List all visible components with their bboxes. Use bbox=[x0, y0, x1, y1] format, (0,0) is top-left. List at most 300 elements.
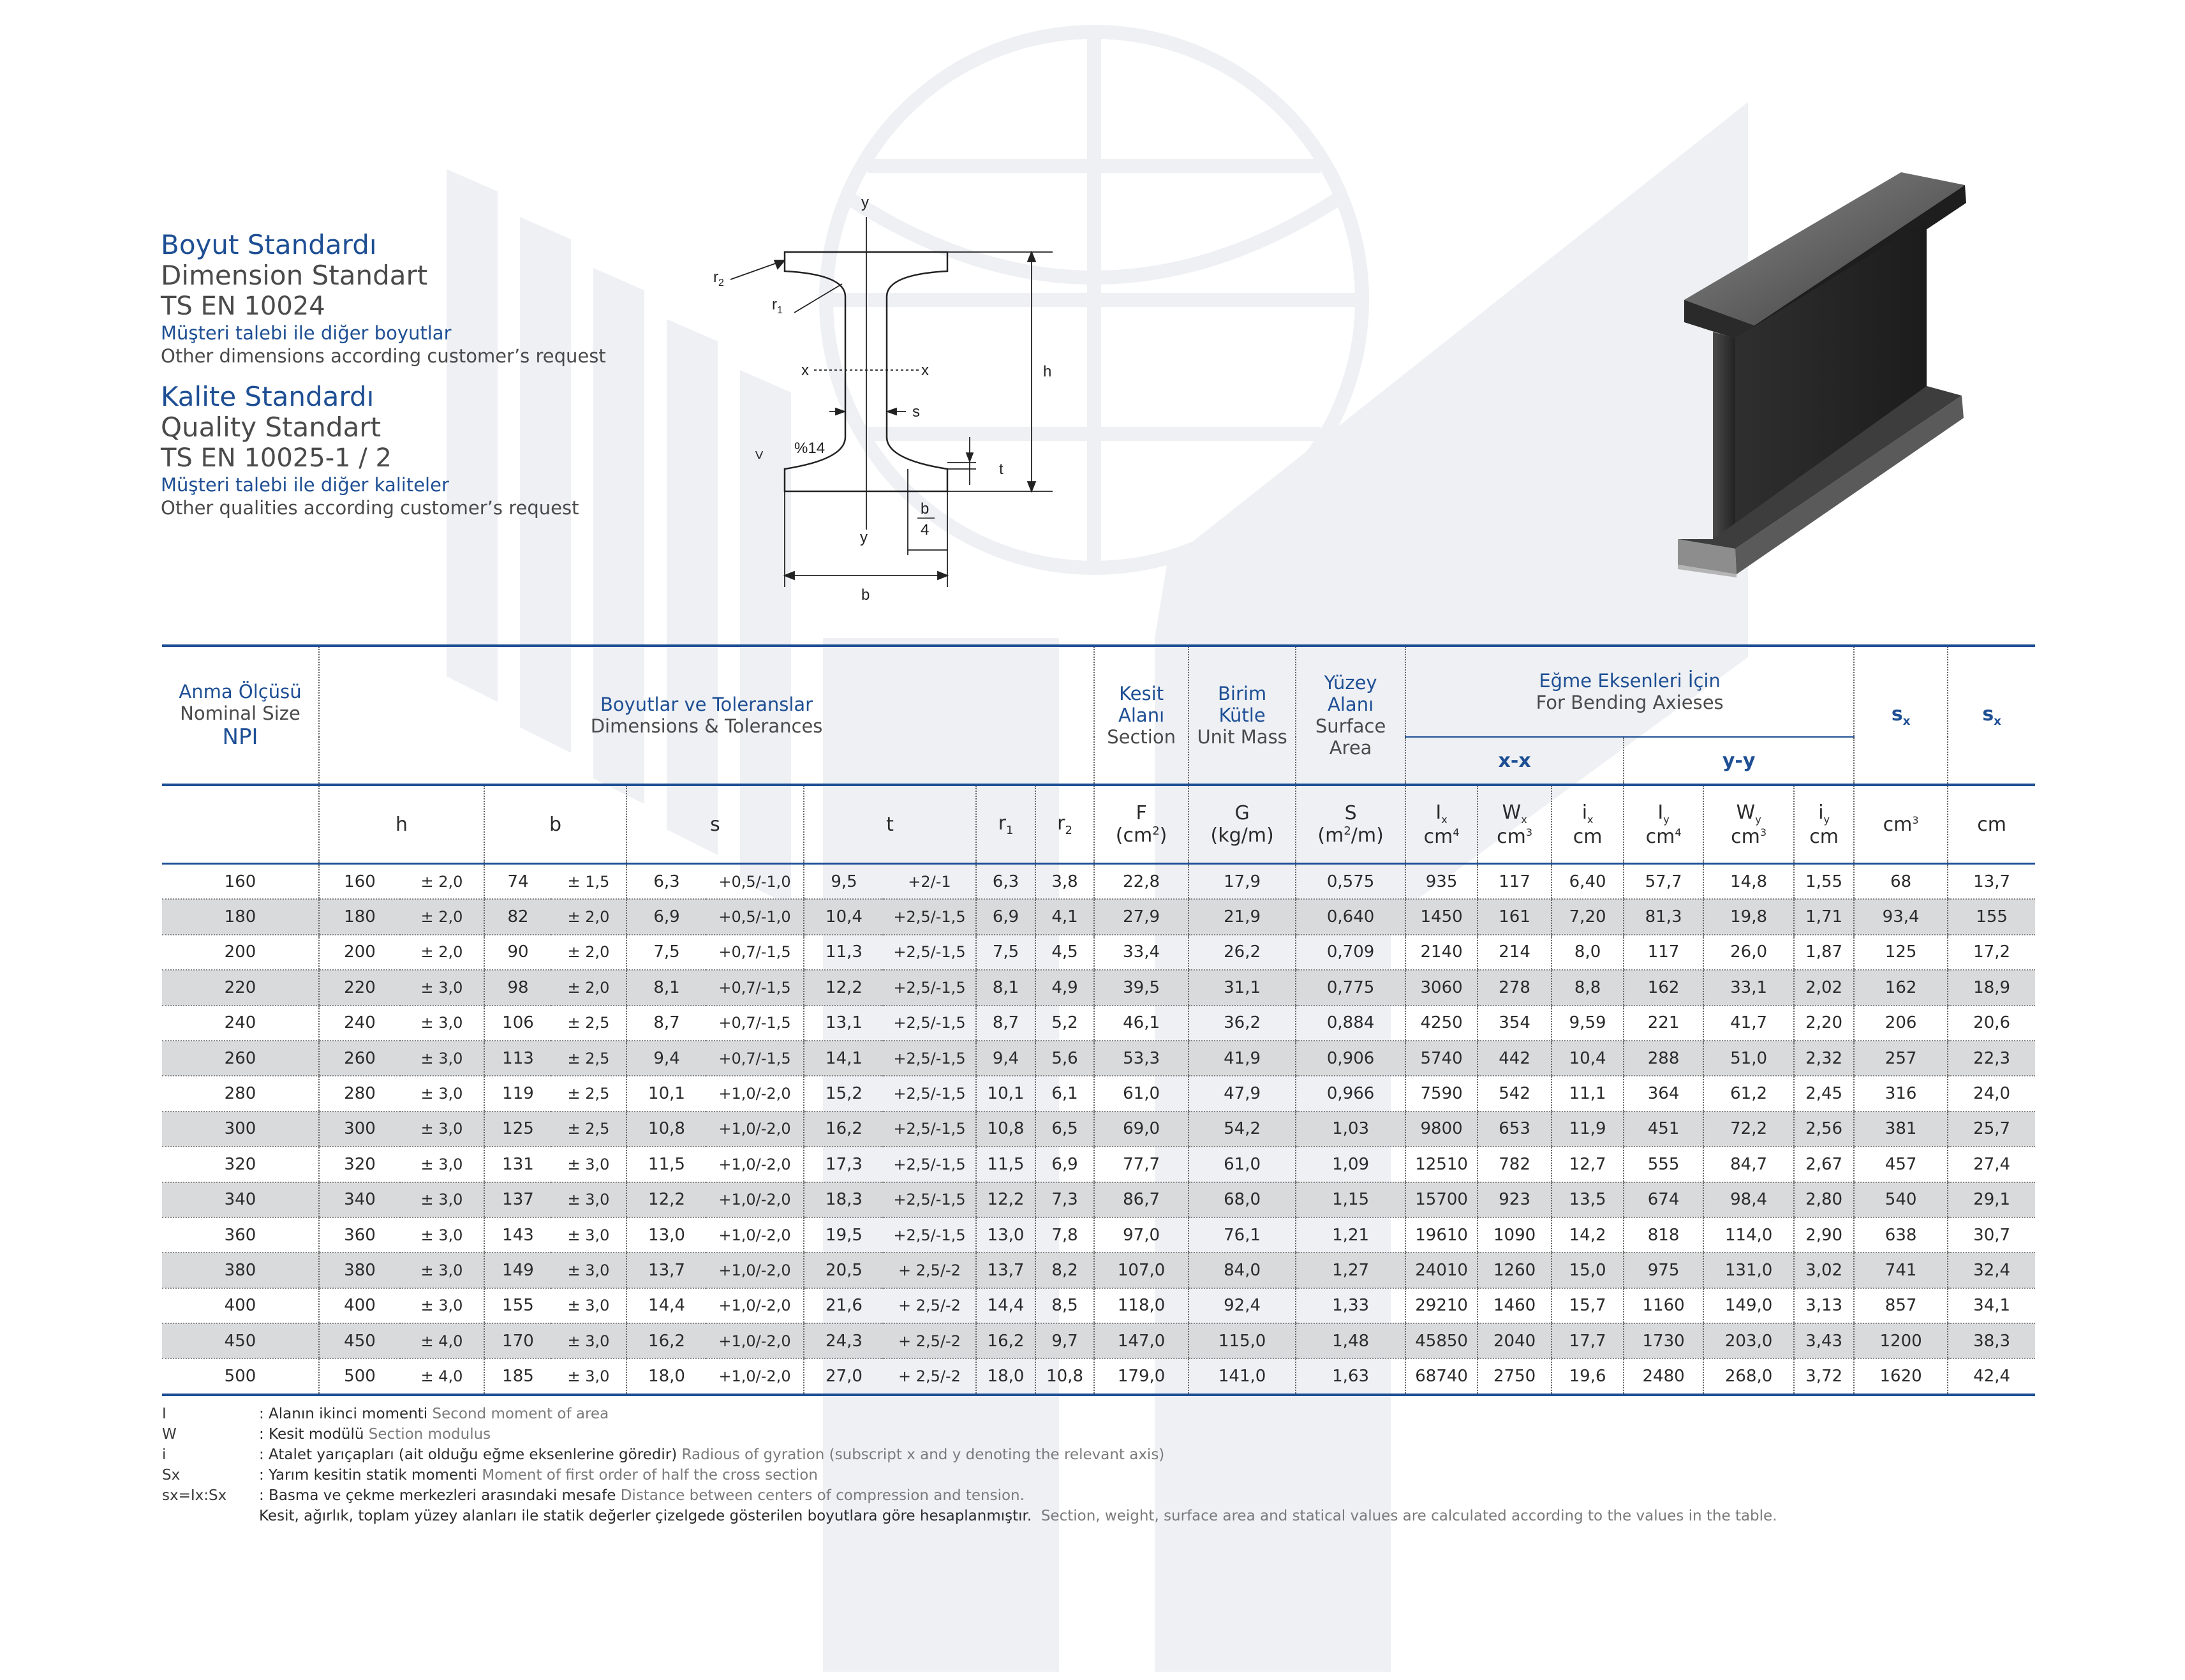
y-axis-label-bottom: y bbox=[860, 529, 868, 546]
iy-radius-cell: 1,55 bbox=[1794, 864, 1854, 900]
s-area-cell: 0,775 bbox=[1296, 970, 1405, 1005]
wx-column-header: $W_x$ $cm^3$ bbox=[1478, 785, 1552, 864]
iy-moment-cell: 162 bbox=[1624, 970, 1703, 1005]
r1-cell: 8,7 bbox=[976, 1006, 1035, 1041]
wx-cell: 117 bbox=[1478, 864, 1552, 900]
footnote-text-en: Radious of gyration (subscript x and y denoting the relevant axis) bbox=[681, 1446, 1165, 1463]
table-row bbox=[162, 1076, 2035, 1111]
b-tol-cell: ± 2,0 bbox=[551, 970, 626, 1005]
b-cell: 119 bbox=[484, 1076, 551, 1111]
r1-cell: 12,2 bbox=[976, 1182, 1035, 1217]
s-area-cell: 0,709 bbox=[1296, 935, 1405, 970]
ix-moment-column-header: $I_x$ $cm^4$ bbox=[1405, 785, 1478, 864]
iy-moment-cell: 117 bbox=[1624, 935, 1703, 970]
npi-unit-blank bbox=[162, 785, 319, 864]
b-cell: 149 bbox=[484, 1253, 551, 1288]
g-cell: 115,0 bbox=[1189, 1323, 1296, 1358]
b-cell: 155 bbox=[484, 1288, 551, 1323]
h-cell: 450 bbox=[319, 1323, 400, 1358]
iy-radius-cell: 2,45 bbox=[1794, 1076, 1854, 1111]
sx-cell: 857 bbox=[1854, 1288, 1948, 1323]
footnote-text-tr: : Yarım kesitin statik momenti bbox=[259, 1467, 478, 1483]
s-area-cell: 1,27 bbox=[1296, 1253, 1405, 1288]
b-cell: 74 bbox=[484, 864, 551, 900]
g-cell: 21,9 bbox=[1189, 899, 1296, 934]
wx-cell: 782 bbox=[1478, 1147, 1552, 1182]
t-cell: 18,3 bbox=[804, 1182, 884, 1217]
table-body bbox=[162, 864, 2035, 1395]
nominal-size-en: Nominal Size bbox=[180, 702, 300, 724]
f-cell: 107,0 bbox=[1094, 1253, 1189, 1288]
ix-radius-cell: 10,4 bbox=[1552, 1041, 1624, 1076]
b-cell: 125 bbox=[484, 1111, 551, 1147]
h-cell: 160 bbox=[319, 864, 400, 900]
g-cell: 31,1 bbox=[1189, 970, 1296, 1005]
r1-cell: 13,0 bbox=[976, 1217, 1035, 1253]
h-cell: 400 bbox=[319, 1288, 400, 1323]
wy-cell: 33,1 bbox=[1703, 970, 1794, 1005]
h-tol-cell: ± 3,0 bbox=[400, 1006, 484, 1041]
sx-cell: 125 bbox=[1854, 935, 1948, 970]
t-cell: 19,5 bbox=[804, 1217, 884, 1253]
surface-area-en1: Surface bbox=[1315, 715, 1386, 737]
g-cell: 68,0 bbox=[1189, 1182, 1296, 1217]
iy-moment-cell: 1160 bbox=[1624, 1288, 1703, 1323]
iy-moment-cell: 451 bbox=[1624, 1111, 1703, 1147]
bending-axes-en: For Bending Axieses bbox=[1536, 692, 1724, 713]
s-tol-cell: +1,0/-2,0 bbox=[706, 1182, 804, 1217]
s-cell: 14,4 bbox=[626, 1288, 706, 1323]
s-area-cell: 0,884 bbox=[1296, 1006, 1405, 1041]
sx2-cell: 27,4 bbox=[1948, 1147, 2035, 1182]
ipn-profile-table bbox=[162, 644, 2035, 1396]
table-row bbox=[162, 864, 2035, 900]
s-area-cell: 0,575 bbox=[1296, 864, 1405, 900]
sx-cell: 741 bbox=[1854, 1253, 1948, 1288]
ix-moment-cell: 4250 bbox=[1405, 1006, 1478, 1041]
g-cell: 84,0 bbox=[1189, 1253, 1296, 1288]
r1-cell: 10,1 bbox=[976, 1076, 1035, 1111]
b-tol-cell: ± 2,0 bbox=[551, 935, 626, 970]
wx-cell: 278 bbox=[1478, 970, 1552, 1005]
ix-radius-cell: 7,20 bbox=[1552, 899, 1624, 934]
sx-header-1: $s_x$ bbox=[1854, 646, 1948, 785]
r1-cell: 7,5 bbox=[976, 935, 1035, 970]
b-label: b bbox=[861, 586, 870, 604]
f-cell: 69,0 bbox=[1094, 1111, 1189, 1147]
ix-radius-cell: 8,0 bbox=[1552, 935, 1624, 970]
nominal-size-code: NPI bbox=[222, 724, 258, 750]
s-cell: 6,3 bbox=[626, 864, 706, 900]
t-tol-cell: +2,5/-1,5 bbox=[884, 899, 976, 934]
x-axis-label-left: x bbox=[801, 362, 809, 379]
b-tol-cell: ± 3,0 bbox=[551, 1182, 626, 1217]
r2-cell: 7,3 bbox=[1035, 1182, 1094, 1217]
table-row bbox=[162, 970, 2035, 1005]
ix-radius-cell: 11,9 bbox=[1552, 1111, 1624, 1147]
wx-cell: 542 bbox=[1478, 1076, 1552, 1111]
ix-radius-cell: 15,0 bbox=[1552, 1253, 1624, 1288]
wy-cell: 114,0 bbox=[1703, 1217, 1794, 1253]
iy-moment-cell: 818 bbox=[1624, 1217, 1703, 1253]
ix-moment-cell: 3060 bbox=[1405, 970, 1478, 1005]
section-area-tr1: Kesit bbox=[1119, 683, 1164, 704]
h-cell: 500 bbox=[319, 1358, 400, 1394]
r2-cell: 5,6 bbox=[1035, 1041, 1094, 1076]
wx-cell: 354 bbox=[1478, 1006, 1552, 1041]
t-tol-cell: +2,5/-1,5 bbox=[884, 1041, 976, 1076]
sx2-cell: 20,6 bbox=[1948, 1006, 2035, 1041]
wy-cell: 14,8 bbox=[1703, 864, 1794, 900]
t-cell: 15,2 bbox=[804, 1076, 884, 1111]
r2-cell: 6,1 bbox=[1035, 1076, 1094, 1111]
sx2-cell: 30,7 bbox=[1948, 1217, 2035, 1253]
t-cell: 12,2 bbox=[804, 970, 884, 1005]
footnote-symbol: i bbox=[162, 1446, 167, 1463]
ix-radius-cell: 17,7 bbox=[1552, 1323, 1624, 1358]
g-cell: 47,9 bbox=[1189, 1076, 1296, 1111]
wy-cell: 131,0 bbox=[1703, 1253, 1794, 1288]
section-area-header bbox=[1094, 646, 1189, 785]
npi-cell: 160 bbox=[162, 864, 319, 900]
t-column-header: t bbox=[804, 785, 976, 864]
g-cell: 41,9 bbox=[1189, 1041, 1296, 1076]
header-row-1 bbox=[162, 646, 2035, 737]
s-column-header: s bbox=[626, 785, 804, 864]
b-cell: 106 bbox=[484, 1006, 551, 1041]
h-tol-cell: ± 3,0 bbox=[400, 1147, 484, 1182]
unit-mass-tr1: Birim bbox=[1218, 683, 1267, 704]
b-cell: 143 bbox=[484, 1217, 551, 1253]
s-area-cell: 1,21 bbox=[1296, 1217, 1405, 1253]
b4-numerator: b bbox=[921, 500, 930, 517]
t-tol-cell: +2/-1 bbox=[884, 864, 976, 900]
table-row bbox=[162, 1147, 2035, 1182]
g-cell: 54,2 bbox=[1189, 1111, 1296, 1147]
b-cell: 137 bbox=[484, 1182, 551, 1217]
footnote-text-tr: : Basma ve çekme merkezleri arasındaki mesafe bbox=[259, 1487, 616, 1504]
sx-cell: 457 bbox=[1854, 1147, 1948, 1182]
slope-label: %14 bbox=[794, 440, 826, 457]
s-cell: 9,4 bbox=[626, 1041, 706, 1076]
f-cell: 118,0 bbox=[1094, 1288, 1189, 1323]
iy-radius-cell: 3,13 bbox=[1794, 1288, 1854, 1323]
npi-cell: 500 bbox=[162, 1358, 319, 1394]
f-cell: 97,0 bbox=[1094, 1217, 1189, 1253]
footnote-text-en: Section modulus bbox=[368, 1426, 491, 1443]
surface-area-tr2: Alanı bbox=[1328, 694, 1374, 715]
f-cell: 179,0 bbox=[1094, 1358, 1189, 1394]
g-cell: 26,2 bbox=[1189, 935, 1296, 970]
slope-angle-symbol: < bbox=[751, 450, 768, 459]
quality-code: TS EN 10025-1 / 2 bbox=[161, 443, 392, 473]
t-tol-cell: +2,5/-1,5 bbox=[884, 1217, 976, 1253]
sx2-cell: 38,3 bbox=[1948, 1323, 2035, 1358]
s-area-cell: 1,15 bbox=[1296, 1182, 1405, 1217]
h-tol-cell: ± 2,0 bbox=[400, 899, 484, 934]
r2-cell: 6,9 bbox=[1035, 1147, 1094, 1182]
bending-axes-header bbox=[1405, 646, 1854, 737]
yy-axis-header: y-y bbox=[1624, 737, 1854, 785]
surface-area-tr1: Yüzey bbox=[1324, 672, 1377, 694]
sx2-cell: 22,3 bbox=[1948, 1041, 2035, 1076]
s-tol-cell: +1,0/-2,0 bbox=[706, 1076, 804, 1111]
footnote-text-en: Moment of first order of half the cross section bbox=[482, 1467, 818, 1483]
b-tol-cell: ± 3,0 bbox=[551, 1217, 626, 1253]
s-tol-cell: +0,5/-1,0 bbox=[706, 864, 804, 900]
h-column-header: h bbox=[319, 785, 484, 864]
g-cell: 17,9 bbox=[1189, 864, 1296, 900]
sx2-cell: 25,7 bbox=[1948, 1111, 2035, 1147]
npi-cell: 400 bbox=[162, 1288, 319, 1323]
h-cell: 240 bbox=[319, 1006, 400, 1041]
r1-cell: 18,0 bbox=[976, 1358, 1035, 1394]
wx-cell: 923 bbox=[1478, 1182, 1552, 1217]
ix-moment-cell: 935 bbox=[1405, 864, 1478, 900]
h-cell: 220 bbox=[319, 970, 400, 1005]
t-cell: 21,6 bbox=[804, 1288, 884, 1323]
table-row bbox=[162, 1253, 2035, 1288]
h-tol-cell: ± 3,0 bbox=[400, 970, 484, 1005]
g-cell: 92,4 bbox=[1189, 1288, 1296, 1323]
footnote-item bbox=[162, 1485, 1777, 1506]
s-area-cell: 1,63 bbox=[1296, 1358, 1405, 1394]
t-tol-cell: + 2,5/-2 bbox=[884, 1288, 976, 1323]
unit-mass-en: Unit Mass bbox=[1197, 726, 1287, 748]
r1-cell: 14,4 bbox=[976, 1288, 1035, 1323]
dimensions-en: Dimensions & Tolerances bbox=[590, 715, 823, 737]
r1-cell: 10,8 bbox=[976, 1111, 1035, 1147]
iy-radius-cell: 2,90 bbox=[1794, 1217, 1854, 1253]
s-area-cell: 1,33 bbox=[1296, 1288, 1405, 1323]
r1-column-header: $r_1$ bbox=[976, 785, 1035, 864]
wy-cell: 149,0 bbox=[1703, 1288, 1794, 1323]
b-tol-cell: ± 2,5 bbox=[551, 1006, 626, 1041]
f-cell: 53,3 bbox=[1094, 1041, 1189, 1076]
t-tol-cell: + 2,5/-2 bbox=[884, 1323, 976, 1358]
footnote-symbol: I bbox=[162, 1406, 167, 1422]
h-label: h bbox=[1043, 363, 1052, 380]
footnote-text-tr: : Kesit modülü bbox=[259, 1426, 364, 1443]
r2-cell: 7,8 bbox=[1035, 1217, 1094, 1253]
table-row bbox=[162, 935, 2035, 970]
sx2-cell: 34,1 bbox=[1948, 1288, 2035, 1323]
h-tol-cell: ± 3,0 bbox=[400, 1041, 484, 1076]
iy-moment-cell: 555 bbox=[1624, 1147, 1703, 1182]
t-cell: 27,0 bbox=[804, 1358, 884, 1394]
f-cell: 39,5 bbox=[1094, 970, 1189, 1005]
sx-cell: 162 bbox=[1854, 970, 1948, 1005]
g-cell: 141,0 bbox=[1189, 1358, 1296, 1394]
h-cell: 300 bbox=[319, 1111, 400, 1147]
header-row-3 bbox=[162, 785, 2035, 864]
npi-cell: 240 bbox=[162, 1006, 319, 1041]
s-area-cell: 0,906 bbox=[1296, 1041, 1405, 1076]
dimension-title-en: Dimension Standart bbox=[161, 260, 428, 291]
iy-radius-cell: 2,80 bbox=[1794, 1182, 1854, 1217]
sx-cell: 316 bbox=[1854, 1076, 1948, 1111]
quality-standard bbox=[161, 382, 606, 519]
wy-cell: 41,7 bbox=[1703, 1006, 1794, 1041]
b-tol-cell: ± 1,5 bbox=[551, 864, 626, 900]
wy-cell: 98,4 bbox=[1703, 1182, 1794, 1217]
unit-mass-header bbox=[1189, 646, 1296, 785]
s-area-cell: 1,09 bbox=[1296, 1147, 1405, 1182]
footnote-text-tr: : Atalet yarıçapları (ait olduğu eğme eksenlerine göredir) bbox=[259, 1446, 678, 1463]
sx-cell: 381 bbox=[1854, 1111, 1948, 1147]
s-cell: 13,7 bbox=[626, 1253, 706, 1288]
s-tol-cell: +1,0/-2,0 bbox=[706, 1288, 804, 1323]
s-area-column-header: S $(m^2/m)$ bbox=[1296, 785, 1405, 864]
r1-cell: 13,7 bbox=[976, 1253, 1035, 1288]
ix-radius-cell: 6,40 bbox=[1552, 864, 1624, 900]
footnote-item bbox=[162, 1424, 1777, 1445]
unit-mass-tr2: Kütle bbox=[1218, 704, 1266, 726]
ix-moment-cell: 29210 bbox=[1405, 1288, 1478, 1323]
wy-cell: 72,2 bbox=[1703, 1111, 1794, 1147]
npi-cell: 360 bbox=[162, 1217, 319, 1253]
t-tol-cell: +2,5/-1,5 bbox=[884, 1076, 976, 1111]
sx2-cell: 24,0 bbox=[1948, 1076, 2035, 1111]
wy-cell: 84,7 bbox=[1703, 1147, 1794, 1182]
s-cell: 6,9 bbox=[626, 899, 706, 934]
h-cell: 260 bbox=[319, 1041, 400, 1076]
f-cell: 61,0 bbox=[1094, 1076, 1189, 1111]
r1-cell: 16,2 bbox=[976, 1323, 1035, 1358]
r2-cell: 8,2 bbox=[1035, 1253, 1094, 1288]
ix-moment-cell: 7590 bbox=[1405, 1076, 1478, 1111]
s-cell: 18,0 bbox=[626, 1358, 706, 1394]
iy-radius-column-header: $i_y$ cm bbox=[1794, 785, 1854, 864]
table-row bbox=[162, 1323, 2035, 1358]
s-area-cell: 1,48 bbox=[1296, 1323, 1405, 1358]
h-tol-cell: ± 3,0 bbox=[400, 1182, 484, 1217]
surface-area-en2: Area bbox=[1329, 737, 1372, 759]
calculation-note-tr: Kesit, ağırlık, toplam yüzey alanları ile statik değerler çizelgede gösterilen boyutlara göre hesaplanmıştır. bbox=[259, 1508, 1032, 1524]
quality-title-tr: Kalite Standardı bbox=[161, 381, 374, 412]
h-tol-cell: ± 2,0 bbox=[400, 864, 484, 900]
bending-axes-tr: Eğme Eksenleri İçin bbox=[1539, 670, 1721, 692]
ix-moment-cell: 45850 bbox=[1405, 1323, 1478, 1358]
footnote-text-en: Distance between centers of compression and tension. bbox=[620, 1487, 1025, 1504]
r1-cell: 8,1 bbox=[976, 970, 1035, 1005]
footnote-item bbox=[162, 1445, 1777, 1465]
ix-radius-cell: 14,2 bbox=[1552, 1217, 1624, 1253]
ix-moment-cell: 5740 bbox=[1405, 1041, 1478, 1076]
iy-moment-cell: 57,7 bbox=[1624, 864, 1703, 900]
r1-cell: 6,3 bbox=[976, 864, 1035, 900]
dimensions-tr: Boyutlar ve Toleranslar bbox=[600, 694, 813, 715]
wx-cell: 1090 bbox=[1478, 1217, 1552, 1253]
t-tol-cell: +2,5/-1,5 bbox=[884, 970, 976, 1005]
dimension-note-tr: Müşteri talebi ile diğer boyutlar bbox=[161, 322, 452, 344]
r2-cell: 5,2 bbox=[1035, 1006, 1094, 1041]
sx-cell: 68 bbox=[1854, 864, 1948, 900]
f-cell: 33,4 bbox=[1094, 935, 1189, 970]
ix-radius-cell: 8,8 bbox=[1552, 970, 1624, 1005]
h-tol-cell: ± 3,0 bbox=[400, 1288, 484, 1323]
g-cell: 61,0 bbox=[1189, 1147, 1296, 1182]
f-cell: 22,8 bbox=[1094, 864, 1189, 900]
b4-denominator: 4 bbox=[921, 521, 930, 539]
npi-cell: 340 bbox=[162, 1182, 319, 1217]
s-cell: 11,5 bbox=[626, 1147, 706, 1182]
b-cell: 98 bbox=[484, 970, 551, 1005]
f-cell: 77,7 bbox=[1094, 1147, 1189, 1182]
sx2-cell: 18,9 bbox=[1948, 970, 2035, 1005]
s-tol-cell: +1,0/-2,0 bbox=[706, 1217, 804, 1253]
npi-cell: 200 bbox=[162, 935, 319, 970]
t-tol-cell: +2,5/-1,5 bbox=[884, 1182, 976, 1217]
iy-radius-cell: 3,43 bbox=[1794, 1323, 1854, 1358]
iy-moment-cell: 674 bbox=[1624, 1182, 1703, 1217]
iy-moment-cell: 975 bbox=[1624, 1253, 1703, 1288]
dimensions-header bbox=[319, 646, 1094, 785]
iy-moment-cell: 288 bbox=[1624, 1041, 1703, 1076]
wx-cell: 2040 bbox=[1478, 1323, 1552, 1358]
s-area-cell: 0,966 bbox=[1296, 1076, 1405, 1111]
section-area-en: Section bbox=[1107, 726, 1176, 748]
ix-moment-cell: 9800 bbox=[1405, 1111, 1478, 1147]
table-row bbox=[162, 1217, 2035, 1253]
r1-cell: 9,4 bbox=[976, 1041, 1035, 1076]
wy-cell: 268,0 bbox=[1703, 1358, 1794, 1394]
s-area-cell: 0,640 bbox=[1296, 899, 1405, 934]
nominal-size-header bbox=[162, 646, 319, 785]
b-tol-cell: ± 3,0 bbox=[551, 1147, 626, 1182]
wx-cell: 1260 bbox=[1478, 1253, 1552, 1288]
ix-moment-cell: 24010 bbox=[1405, 1253, 1478, 1288]
s-tol-cell: +0,5/-1,0 bbox=[706, 899, 804, 934]
s-tol-cell: +1,0/-2,0 bbox=[706, 1253, 804, 1288]
h-cell: 360 bbox=[319, 1217, 400, 1253]
iy-radius-cell: 2,56 bbox=[1794, 1111, 1854, 1147]
r2-cell: 9,7 bbox=[1035, 1323, 1094, 1358]
r2-cell: 6,5 bbox=[1035, 1111, 1094, 1147]
npi-cell: 280 bbox=[162, 1076, 319, 1111]
table-row bbox=[162, 1006, 2035, 1041]
nominal-size-tr: Anma Ölçüsü bbox=[179, 681, 302, 702]
t-cell: 20,5 bbox=[804, 1253, 884, 1288]
s-cell: 10,8 bbox=[626, 1111, 706, 1147]
h-cell: 320 bbox=[319, 1147, 400, 1182]
sx2-cell: 32,4 bbox=[1948, 1253, 2035, 1288]
wx-cell: 214 bbox=[1478, 935, 1552, 970]
r2-cell: 4,1 bbox=[1035, 899, 1094, 934]
sx2-unit-header: cm bbox=[1948, 785, 2035, 864]
xx-axis-header: x-x bbox=[1405, 737, 1624, 785]
npi-cell: 180 bbox=[162, 899, 319, 934]
iy-moment-cell: 364 bbox=[1624, 1076, 1703, 1111]
dimension-note-en: Other dimensions according customer’s request bbox=[161, 345, 606, 367]
iy-radius-cell: 2,20 bbox=[1794, 1006, 1854, 1041]
wy-cell: 26,0 bbox=[1703, 935, 1794, 970]
iy-radius-cell: 2,67 bbox=[1794, 1147, 1854, 1182]
npi-cell: 220 bbox=[162, 970, 319, 1005]
footnote-text-en: Second moment of area bbox=[432, 1406, 609, 1422]
dimension-title-tr: Boyut Standardı bbox=[161, 229, 377, 260]
t-cell: 13,1 bbox=[804, 1006, 884, 1041]
npi-cell: 260 bbox=[162, 1041, 319, 1076]
t-cell: 10,4 bbox=[804, 899, 884, 934]
t-tol-cell: + 2,5/-2 bbox=[884, 1358, 976, 1394]
sx-unit-header: $cm^3$ bbox=[1854, 785, 1948, 864]
h-tol-cell: ± 3,0 bbox=[400, 1076, 484, 1111]
sx-cell: 1620 bbox=[1854, 1358, 1948, 1394]
s-area-cell: 1,03 bbox=[1296, 1111, 1405, 1147]
ix-moment-cell: 12510 bbox=[1405, 1147, 1478, 1182]
sx-cell: 638 bbox=[1854, 1217, 1948, 1253]
